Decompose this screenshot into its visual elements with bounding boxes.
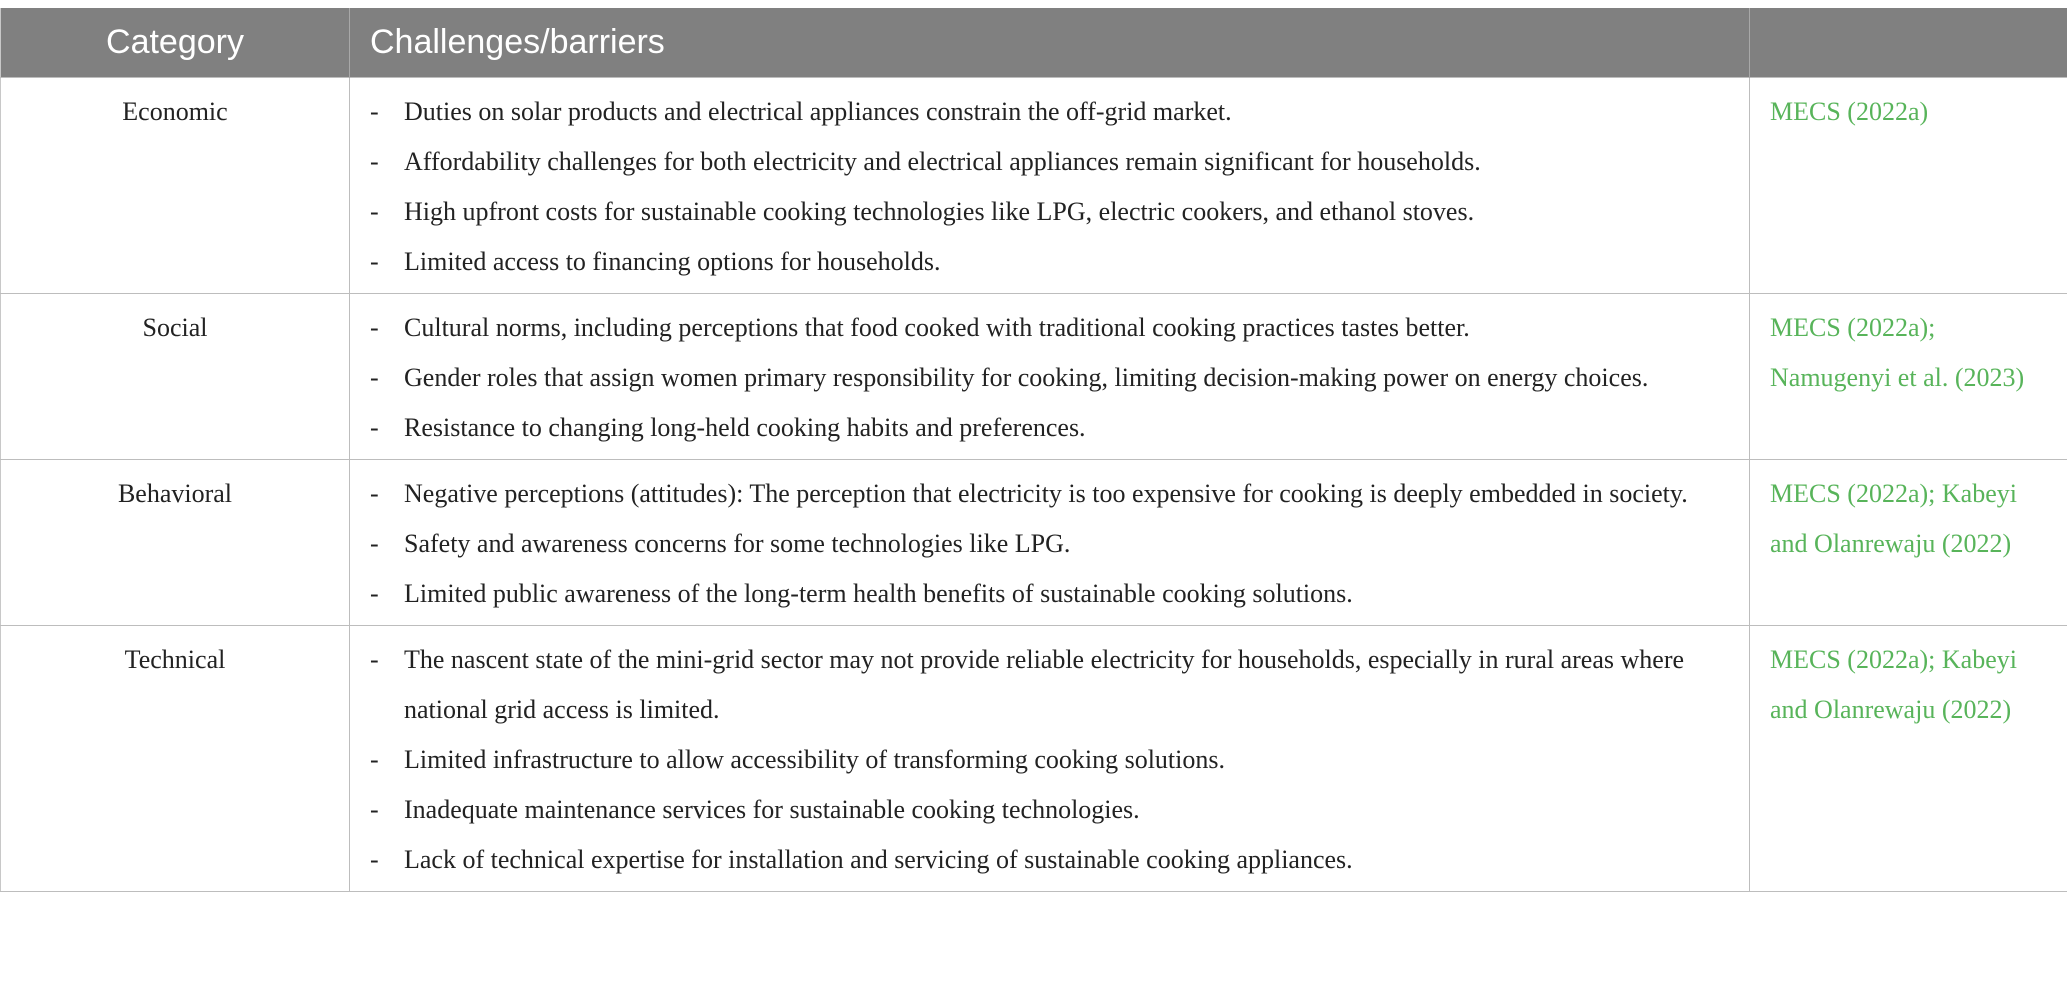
- list-item: [370, 735, 1709, 785]
- category-cell: [1, 294, 350, 460]
- challenge-text: The nascent state of the mini-grid sector may not provide reliable electricity for households, especially in rural areas where national grid access is limited.: [404, 645, 1685, 724]
- challenge-text: Limited access to financing options for households.: [404, 247, 941, 276]
- reference-cell: [1750, 626, 2067, 892]
- reference-cell: [1750, 78, 2067, 294]
- header-references: [1750, 8, 2067, 78]
- list-item: [370, 785, 1709, 835]
- challenges-cell: [350, 460, 1750, 626]
- category-label: Economic: [122, 97, 228, 126]
- bullet-dash: -: [370, 479, 379, 508]
- challenge-text: Lack of technical expertise for installation and servicing of sustainable cooking appliances.: [404, 845, 1353, 874]
- table-row: [1, 626, 2067, 892]
- list-item: [370, 187, 1709, 237]
- list-item: [370, 403, 1709, 453]
- category-cell: [1, 626, 350, 892]
- list-item: [370, 569, 1709, 619]
- list-item: [370, 303, 1709, 353]
- list-item: [370, 469, 1709, 519]
- challenges-cell: [350, 78, 1750, 294]
- challenge-text: Limited infrastructure to allow accessibility of transforming cooking solutions.: [404, 745, 1225, 774]
- challenges-cell: [350, 294, 1750, 460]
- challenge-text: Inadequate maintenance services for sustainable cooking technologies.: [404, 795, 1140, 824]
- category-label: Technical: [124, 645, 226, 674]
- category-cell: [1, 460, 350, 626]
- table-body: [1, 78, 2067, 892]
- list-item: [370, 137, 1709, 187]
- category-cell: [1, 78, 350, 294]
- challenge-list: [370, 87, 1709, 287]
- bullet-dash: -: [370, 845, 379, 874]
- bullet-dash: -: [370, 413, 379, 442]
- bullet-dash: -: [370, 97, 379, 126]
- bullet-dash: -: [370, 745, 379, 774]
- list-item: [370, 835, 1709, 885]
- category-label: Behavioral: [117, 479, 233, 508]
- reference-link[interactable]: MECS (2022a): [1770, 97, 1929, 126]
- table-row: [1, 460, 2067, 626]
- reference-cell: [1750, 460, 2067, 626]
- category-label: Social: [142, 313, 208, 342]
- bullet-dash: -: [370, 363, 379, 392]
- challenge-text: Negative perceptions (attitudes): The perception that electricity is too expensive for cooking is deeply embedded in society.: [404, 479, 1688, 508]
- header-challenges: Challenges/barriers: [350, 8, 1750, 78]
- challenge-text: Safety and awareness concerns for some technologies like LPG.: [404, 529, 1071, 558]
- reference-link[interactable]: MECS (2022a); Kabeyi and Olanrewaju (2022): [1770, 645, 2017, 724]
- challenges-table: [0, 8, 2067, 892]
- list-item: [370, 87, 1709, 137]
- bullet-dash: -: [370, 645, 379, 674]
- bullet-dash: -: [370, 579, 379, 608]
- list-item: [370, 519, 1709, 569]
- challenge-text: Duties on solar products and electrical appliances constrain the off-grid market.: [404, 97, 1232, 126]
- challenge-text: Affordability challenges for both electricity and electrical appliances remain significant for households.: [404, 147, 1481, 176]
- reference-cell: [1750, 294, 2067, 460]
- table-row: [1, 294, 2067, 460]
- challenge-list: [370, 635, 1709, 885]
- list-item: [370, 353, 1709, 403]
- bullet-dash: -: [370, 247, 379, 276]
- bullet-dash: -: [370, 147, 379, 176]
- challenge-text: Resistance to changing long-held cooking habits and preferences.: [404, 413, 1086, 442]
- challenge-list: [370, 303, 1709, 453]
- challenges-cell: [350, 626, 1750, 892]
- table-header: [1, 8, 2067, 78]
- list-item: [370, 237, 1709, 287]
- table-row: [1, 78, 2067, 294]
- header-category: Category: [1, 8, 350, 78]
- challenge-text: High upfront costs for sustainable cooking technologies like LPG, electric cookers, and ethanol stoves.: [404, 197, 1475, 226]
- challenge-text: Limited public awareness of the long-term health benefits of sustainable cooking solutions.: [404, 579, 1353, 608]
- bullet-dash: -: [370, 197, 379, 226]
- reference-link[interactable]: MECS (2022a); Namugenyi et al. (2023): [1770, 313, 2025, 392]
- bullet-dash: -: [370, 795, 379, 824]
- bullet-dash: -: [370, 529, 379, 558]
- list-item: [370, 635, 1709, 735]
- reference-link[interactable]: MECS (2022a); Kabeyi and Olanrewaju (2022): [1770, 479, 2017, 558]
- challenge-list: [370, 469, 1709, 619]
- challenge-text: Cultural norms, including perceptions that food cooked with traditional cooking practices tastes better.: [404, 313, 1470, 342]
- challenge-text: Gender roles that assign women primary responsibility for cooking, limiting decision-making power on energy choices.: [404, 363, 1649, 392]
- bullet-dash: -: [370, 313, 379, 342]
